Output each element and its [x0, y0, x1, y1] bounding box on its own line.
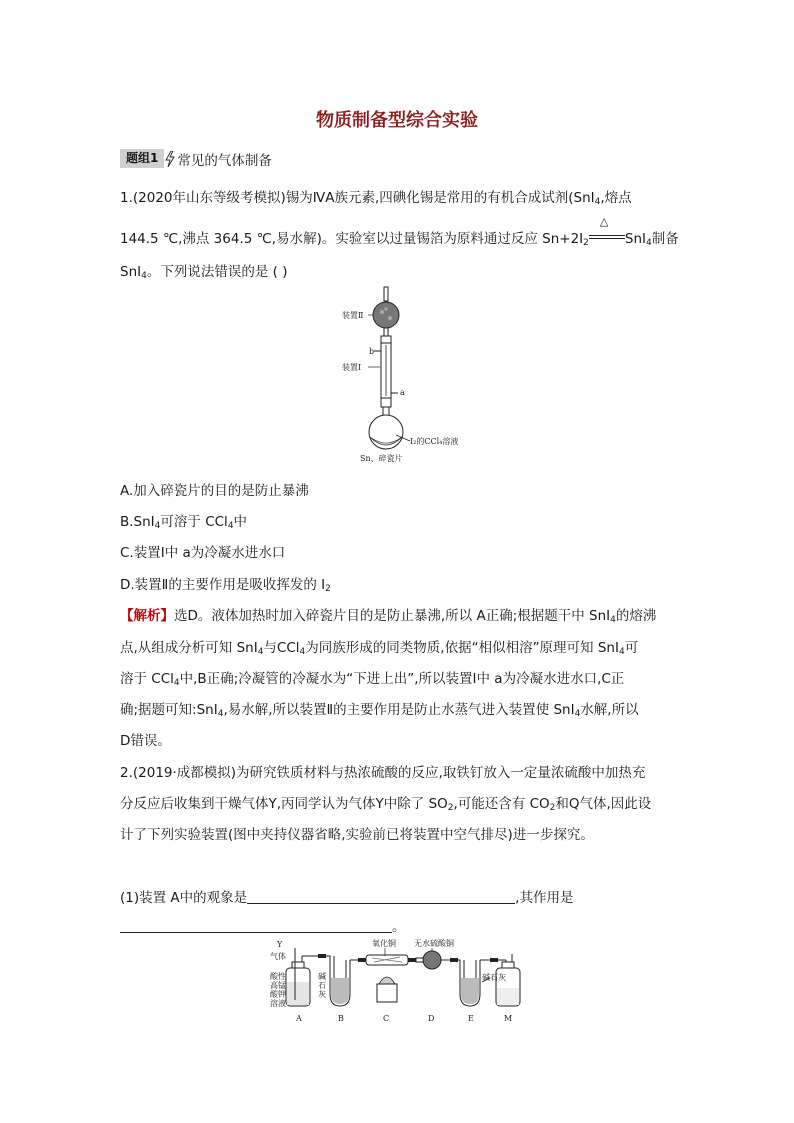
label-c: C: [383, 1014, 390, 1023]
q1-option-b: B.SnI$_4$可溶于 CCl$_4$中: [120, 514, 248, 531]
page-title: 物质制备型综合实验: [316, 110, 478, 131]
q1-stem-line3: SnI$_4$。下列说法错误的是 ( ): [120, 264, 288, 281]
q1-analysis-line3: 溶于 CCl$_4$中,B正确;冷凝管的冷凝水为“下进上出”,所以装置Ⅰ中 a为冷凝水进水口,C正: [120, 671, 625, 688]
q2-sub1-line1: (1)装置 A中的观象是 ,其作用是: [120, 890, 574, 906]
analysis-tag: 【解析】: [120, 608, 174, 624]
group-topic: 常见的气体制备: [177, 152, 272, 169]
heat-equation-sign: △: [589, 229, 625, 243]
q2-stem-line3: 计了下列实验装置(图中夹持仪器省略,实验前已将装置中空气排尽)进一步探究。: [120, 827, 594, 843]
q2-stem-line1: 2.(2019·成都模拟)为研究铁质材料与热浓硫酸的反应,取铁钉放入一定量浓硫酸中加热充: [120, 765, 646, 781]
answer-blank-2[interactable]: [120, 918, 392, 933]
reagent-a-label: 酸性 高锰 酸钾 溶液: [270, 972, 286, 1008]
soda-lime-label: 碱石灰: [482, 973, 506, 982]
copper-oxide-label: 氧化铜: [372, 939, 396, 948]
q2-stem-line2: 分反应后收集到干燥气体Y,丙同学认为气体Y中除了 $SO_2$,可能还含有 $CO_2$和Q气体,因此设: [120, 796, 652, 813]
label-m: M: [504, 1014, 513, 1023]
y-gas-label-1: Y: [277, 940, 283, 949]
q2-sub1-line2: 。: [120, 915, 406, 935]
q1-option-a: A.加入碎瓷片的目的是防止暴沸: [120, 483, 309, 499]
q1-option-d: D.装置Ⅱ的主要作用是吸收挥发的 $I_2$: [120, 577, 331, 594]
device-1-label: 装置Ⅰ: [342, 363, 362, 372]
answer-blank-1[interactable]: [247, 889, 515, 904]
y-gas-label-2: 气体: [270, 952, 286, 961]
reagent-b-label: 碱 石 灰: [318, 972, 326, 999]
q1-apparatus-figure: [330, 285, 480, 465]
port-b-label: b: [369, 347, 375, 356]
port-a-label: a: [400, 388, 405, 397]
label-a: A: [296, 1014, 302, 1023]
q2-apparatus-figure: [268, 938, 538, 1026]
q1-stem-line1: 1.(2020年山东等级考模拟)锡为ⅣA族元素,四碘化锡是常用的有机合成试剂(SnI$_4$,熔点: [120, 190, 632, 207]
label-b: B: [338, 1014, 344, 1023]
anhydrous-cuso4-label: 无水硫酸铜: [414, 939, 454, 948]
q1-analysis-line2: 点,从组成分析可知 SnI$_4$与CCl$_4$为同族形成的同类物质,依据“相似相溶”原理可知 SnI$_4$可: [120, 640, 639, 657]
solution-label: I₂的CCl₄溶液: [410, 437, 459, 446]
label-e: E: [468, 1014, 474, 1023]
q1-analysis-line1: 【解析】选D。液体加热时加入碎瓷片目的是防止暴沸,所以 A正确;根据题干中 SnI$_4$的熔沸: [120, 608, 657, 625]
q1-stem-line2: 144.5 ℃,沸点 364.5 ℃,易水解)。实验室以过量锡箔为原料通过反应 $Sn+2I_2$ △ SnI$_4$制备: [120, 215, 679, 248]
label-d: D: [428, 1014, 435, 1023]
device-2-label: 装置Ⅱ: [342, 311, 364, 320]
group-badge: 题组1: [120, 149, 164, 168]
lightning-icon: [165, 151, 175, 167]
q1-analysis-line4: 确;据题可知:SnI$_4$,易水解,所以装置Ⅱ的主要作用是防止水蒸气进入装置使 SnI$_4$水解,所以: [120, 702, 639, 719]
flask-content-label: Sn、碎瓷片: [360, 454, 403, 463]
group-header: [120, 149, 272, 168]
q1-option-c: C.装置Ⅰ中 a为冷凝水进水口: [120, 545, 286, 561]
q1-analysis-line5: D错误。: [120, 733, 171, 749]
